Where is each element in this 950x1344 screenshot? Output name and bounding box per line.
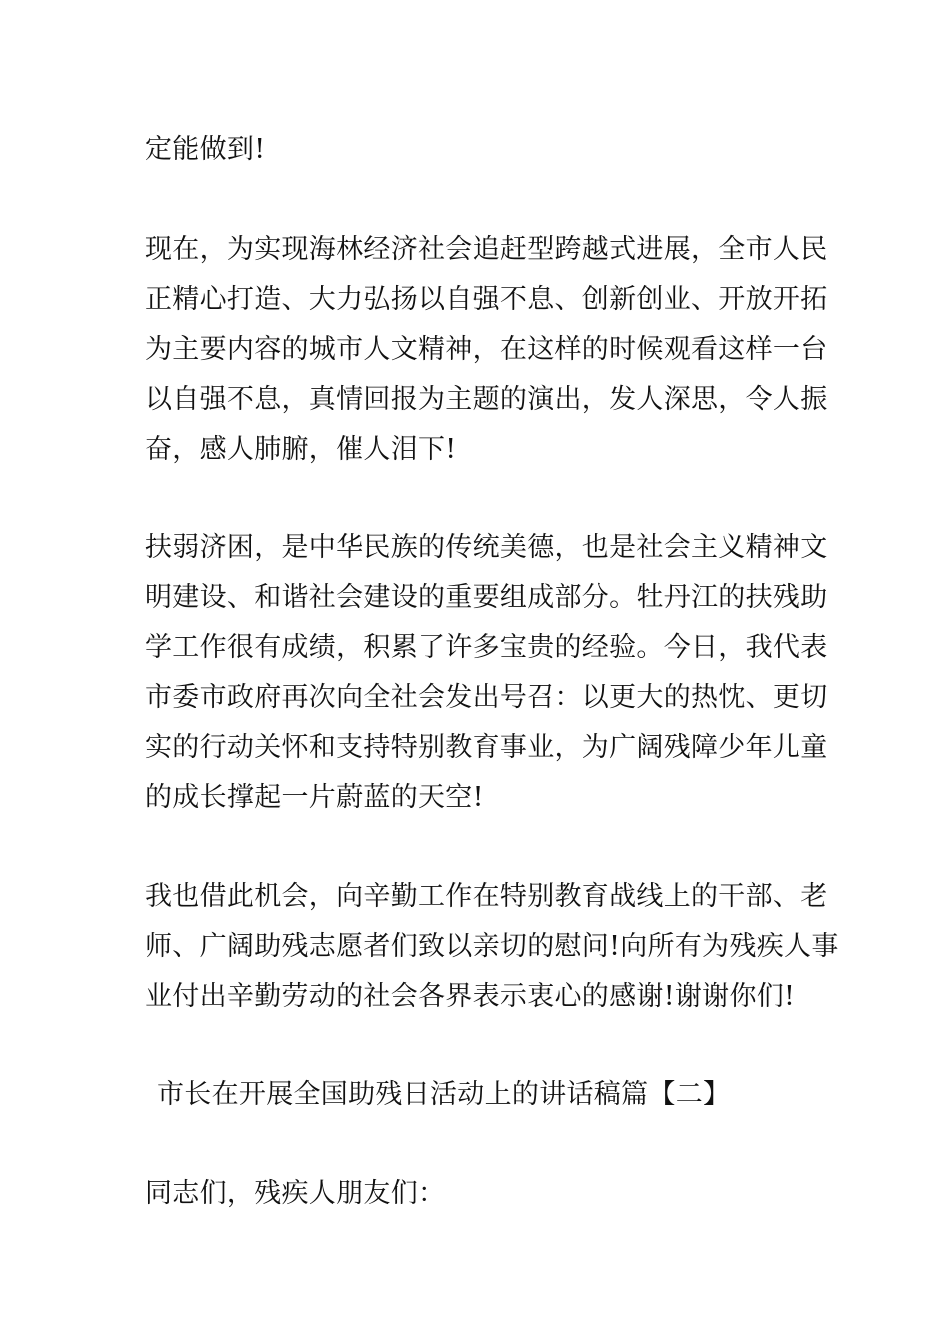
paragraph-1-line-1: 现在，为实现海林经济社会追赶型跨越式进展，全市人民 (145, 234, 828, 265)
paragraph-1-line-4: 以自强不息，真情回报为主题的演出，发人深思，令人振 (145, 384, 828, 415)
paragraph-3-line-1: 我也借此机会，向辛勤工作在特别教育战线上的干部、老 (145, 881, 828, 912)
paragraph-1-line-2: 正精心打造、大力弘扬以自强不息、创新创业、开放开拓 (145, 284, 828, 315)
greeting-line: 同志们，残疾人朋友们： (145, 1178, 446, 1209)
paragraph-0-line-1: 定能做到! (145, 134, 266, 165)
paragraph-2-line-6: 的成长撑起一片蔚蓝的天空! (145, 782, 484, 813)
paragraph-2-line-4: 市委市政府再次向全社会发出号召：以更大的热忱、更切 (145, 682, 828, 713)
paragraph-2-line-3: 学工作很有成绩，积累了许多宝贵的经验。今日，我代表 (145, 632, 828, 663)
paragraph-1-line-5: 奋，感人肺腑，催人泪下! (145, 434, 457, 465)
paragraph-3-line-3: 业付出辛勤劳动的社会各界表示衷心的感谢!谢谢你们! (145, 981, 796, 1012)
paragraph-3-line-2: 师、广阔助残志愿者们致以亲切的慰问!向所有为残疾人事 (145, 931, 839, 962)
section-heading: 市长在开展全国助残日活动上的讲话稿篇【二】 (157, 1079, 731, 1110)
paragraph-1-line-3: 为主要内容的城市人文精神，在这样的时候观看这样一台 (145, 334, 828, 365)
paragraph-2-line-1: 扶弱济困，是中华民族的传统美德，也是社会主义精神文 (145, 532, 828, 563)
paragraph-2-line-2: 明建设、和谐社会建设的重要组成部分。牡丹江的扶残助 (145, 582, 828, 613)
paragraph-2-line-5: 实的行动关怀和支持特别教育事业，为广阔残障少年儿童 (145, 732, 828, 763)
